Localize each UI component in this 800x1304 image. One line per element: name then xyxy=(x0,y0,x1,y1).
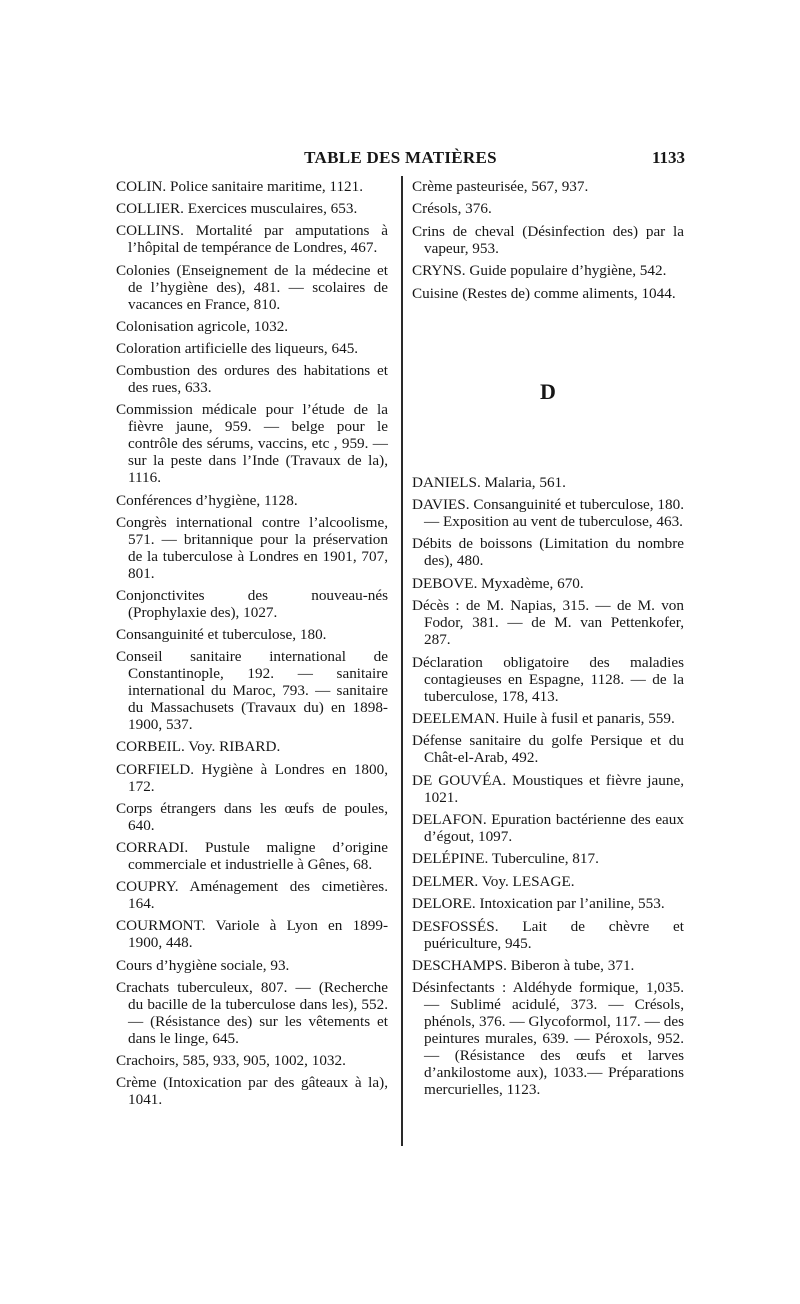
index-entry: CRYNS. Guide populaire d’hygiène, 542. xyxy=(412,262,667,280)
index-entry: Crème (Intoxication par des gâteaux à la), 1041. xyxy=(116,1074,388,1109)
index-entry: Conférences d’hygiène, 1128. xyxy=(116,491,298,509)
index-entry: DELMER. Voy. LESAGE. xyxy=(412,872,575,890)
index-entry: Débits de boissons (Limitation du nombre des), 480. xyxy=(412,535,684,570)
index-entry: DE GOUVÉA. Moustiques et fièvre jaune, 1021. xyxy=(412,771,684,806)
index-entry: Coloration artificielle des liqueurs, 645. xyxy=(116,339,359,357)
left-column xyxy=(116,178,388,1113)
index-entry: Corps étrangers dans les œufs de poules, 640. xyxy=(116,799,388,834)
index-entry: CORBEIL. Voy. RIBARD. xyxy=(116,738,281,756)
index-entry: DEBOVE. Myxadème, 670. xyxy=(412,574,584,592)
index-entry: Congrès international contre l’alcoolisme, 571. — britannique pour la préservation de la tuberculose à Londres en 1901, 707, 801. xyxy=(116,513,388,582)
index-entry: COLLIER. Exercices musculaires, 653. xyxy=(116,200,358,218)
index-entry: Combustion des ordures des habitations et des rues, 633. xyxy=(116,362,388,397)
index-entry: Crème pasteurisée, 567, 937. xyxy=(412,178,589,195)
index-entry: DAVIES. Consanguinité et tuberculose, 180. — Exposition au vent de tuberculose, 463. xyxy=(412,495,684,530)
index-entry: Crésols, 376. xyxy=(412,200,492,218)
index-entry: COURMONT. Variole à Lyon en 1899-1900, 448. xyxy=(116,917,388,952)
index-entry: Conseil sanitaire international de Constantinople, 192. — sanitaire international du Maroc, 793. — sanitaire du Massachusets (Travaux du) en 1898-1900, 537. xyxy=(116,648,388,734)
index-entry: Cours d’hygiène sociale, 93. xyxy=(116,956,290,974)
index-entry: COLIN. Police sanitaire maritime, 1121. xyxy=(116,178,364,195)
index-entry: DANIELS. Malaria, 561. xyxy=(412,473,566,491)
index-entry: Colonisation agricole, 1032. xyxy=(116,317,289,335)
page-title: TABLE DES MATIÈRES xyxy=(304,148,497,167)
index-entry: Défense sanitaire du golfe Persique et du Chât-el-Arab, 492. xyxy=(412,732,684,767)
index-entry: DESFOSSÉS. Lait de chèvre et puériculture, 945. xyxy=(412,917,684,952)
index-entry: Colonies (Enseignement de la médecine et de l’hygiène des), 481. — scolaires de vacances en France, 810. xyxy=(116,261,388,313)
index-entry: DELAFON. Epuration bactérienne des eaux d’égout, 1097. xyxy=(412,811,684,846)
index-entry: Consanguinité et tuberculose, 180. xyxy=(116,626,327,644)
index-entry: COUPRY. Aménagement des cimetières. 164. xyxy=(116,878,388,913)
index-entry: CORRADI. Pustule maligne d’origine commerciale et industrielle à Gênes, 68. xyxy=(116,839,388,873)
page-number: 1133 xyxy=(651,148,685,167)
column-divider xyxy=(401,176,403,1146)
index-entry: Crins de cheval (Désinfection des) par la vapeur, 953. xyxy=(412,222,684,257)
index-entry: CORFIELD. Hygiène à Londres en 1800, 172. xyxy=(116,760,388,795)
index-entry: DELÉPINE. Tuberculine, 817. xyxy=(412,850,599,868)
index-entry: Désinfectants : Aldéhyde formique, 1,035. — Sublimé acidulé, 373. — Crésols, phénols, 376. — Glycoformol, 117. — des peintures murales, 639. — Péroxols, 952. — (Résistance des œufs et larves d’ankilostome aux), 1033.— Préparations mercurielles, 1123. xyxy=(412,979,684,1099)
index-entry: Décès : de M. Napias, 315. — de M. von Fodor, 381. — de M. van Pettenkofer, 287. xyxy=(412,597,684,649)
index-entry: DEELEMAN. Huile à fusil et panaris, 559. xyxy=(412,709,675,727)
index-entry: Crachoirs, 585, 933, 905, 1002, 1032. xyxy=(116,1051,346,1069)
index-entry: Conjonctivites des nouveau-nés (Prophylaxie des), 1027. xyxy=(116,586,388,621)
index-entry: DELORE. Intoxication par l’aniline, 553. xyxy=(412,895,665,913)
index-entry: Crachats tuberculeux, 807. — (Recherche du bacille de la tuberculose dans les), 552. — (Résistance des) sur les vêtements et dans le linge, 645. xyxy=(116,978,388,1047)
page-header xyxy=(116,148,685,170)
index-entry: COLLINS. Mortalité par amputations à l’hôpital de tempérance de Londres, 467. xyxy=(116,222,388,257)
index-entry: Cuisine (Restes de) comme aliments, 1044. xyxy=(412,284,676,302)
index-entry: Déclaration obligatoire des maladies contagieuses en Espagne, 1128. — de la tuberculose, 178, 413. xyxy=(412,653,684,705)
section-letter: D xyxy=(540,378,556,404)
index-entry: Commission médicale pour l’étude de la fièvre jaune, 959. — belge pour le contrôle des sérums, vaccins, etc , 959. — sur la peste dans l’Inde (Travaux de la), 1116. xyxy=(116,401,388,487)
index-entry: DESCHAMPS. Biberon à tube, 371. xyxy=(412,957,635,975)
right-column xyxy=(412,178,684,1104)
